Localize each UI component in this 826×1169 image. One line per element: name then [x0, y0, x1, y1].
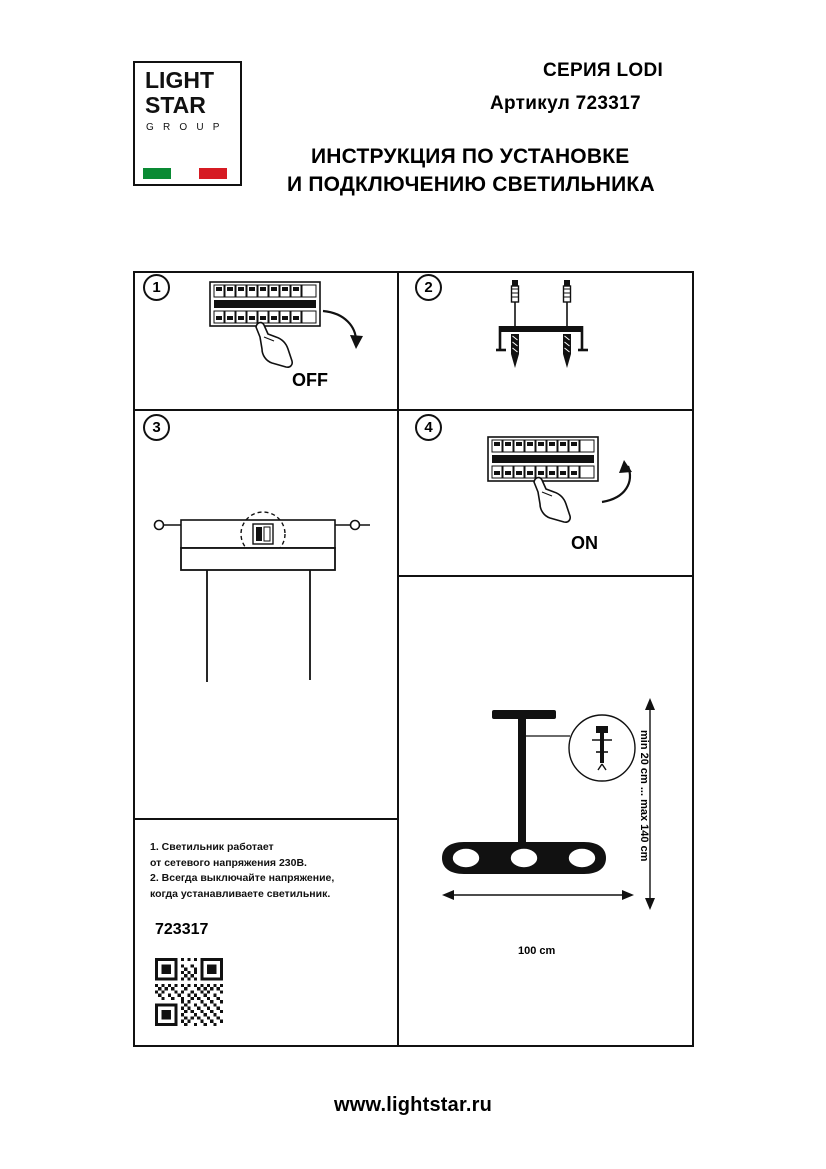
dimension-horizontal-label: 100 cm — [518, 945, 556, 957]
title-line-2: И ПОДКЛЮЧЕНИЮ СВЕТИЛЬНИКА — [287, 173, 655, 196]
step-badge-3: 3 — [143, 414, 170, 441]
logo-text-star: STAR — [145, 92, 206, 118]
divider-horizontal-2 — [397, 575, 694, 577]
brand-logo — [133, 61, 242, 186]
qr-code-image — [155, 958, 223, 1026]
breaker-off-illustration — [190, 275, 390, 400]
step-badge-4: 4 — [415, 414, 442, 441]
step-badge-2: 2 — [415, 274, 442, 301]
note-line-2: от сетевого напряжения 230В. — [150, 856, 307, 869]
panel-step-3 — [145, 500, 395, 720]
note-line-4: когда устанавливаете светильник. — [150, 887, 331, 900]
label-off: OFF — [292, 370, 328, 390]
note-line-3: 2. Всегда выключайте напряжение, — [150, 872, 335, 884]
note-line-1: 1. Светильник работает — [150, 841, 274, 853]
label-on: ON — [571, 533, 598, 553]
divider-horizontal-3 — [133, 818, 399, 820]
divider-horizontal-1 — [133, 409, 694, 411]
series-label: СЕРИЯ LODI — [543, 60, 664, 81]
italy-flag-icon — [143, 168, 227, 179]
safety-notes — [150, 840, 380, 902]
panel-step-2 — [470, 272, 630, 392]
title-line-1: ИНСТРУКЦИЯ ПО УСТАНОВКЕ — [311, 145, 630, 168]
logo-text-light: LIGHT — [145, 67, 214, 93]
anchor-hardware-illustration — [470, 272, 630, 392]
article-label: Артикул 723317 — [490, 93, 641, 114]
divider-vertical-top — [397, 271, 399, 575]
panel-step-1 — [190, 275, 390, 400]
logo-text-group: G R O U P — [146, 122, 223, 133]
qr-code — [155, 958, 223, 1026]
logo-inner — [141, 68, 238, 181]
divider-vertical-bottom — [397, 575, 399, 1047]
step-badge-1: 1 — [143, 274, 170, 301]
website-footer: www.lightstar.ru — [333, 1094, 493, 1116]
panel-step-4 — [468, 430, 668, 560]
dimension-vertical-label: min 20 cm ... max 140 cm — [638, 730, 650, 862]
ceiling-mount-illustration — [145, 500, 395, 720]
document-header — [0, 0, 826, 230]
breaker-on-illustration — [468, 430, 668, 560]
article-code: 723317 — [155, 921, 209, 938]
